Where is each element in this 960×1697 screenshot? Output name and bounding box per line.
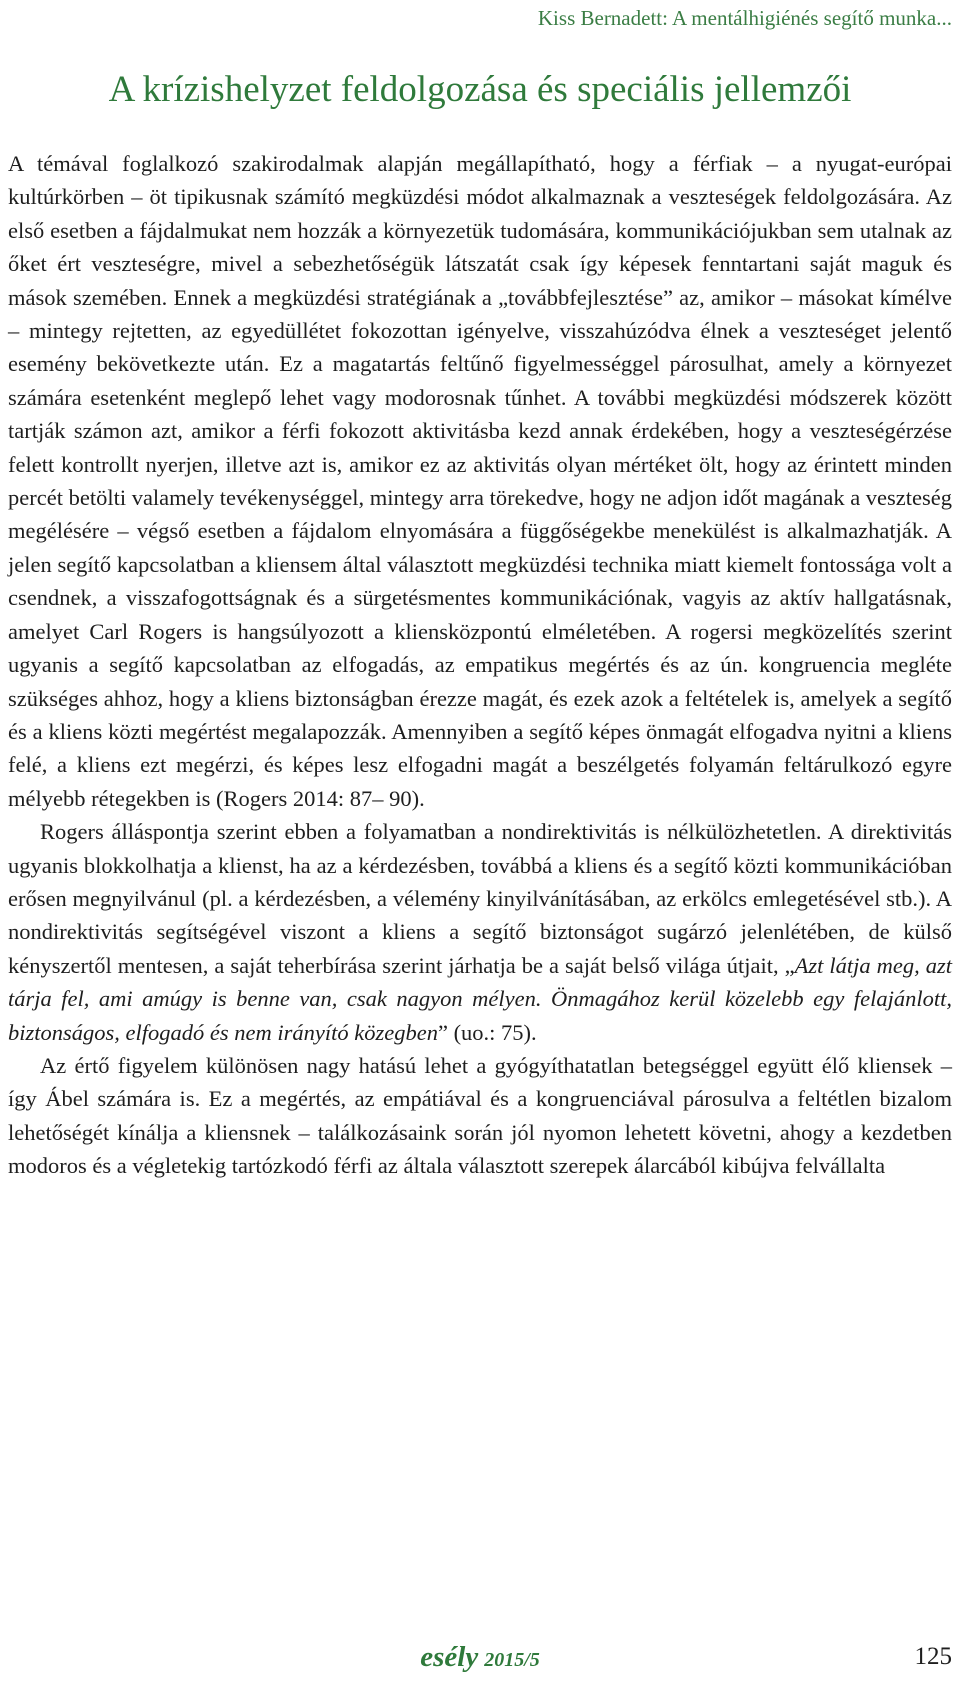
running-head: Kiss Bernadett: A mentálhigiénés segítő munka... [537, 6, 952, 30]
journal-footer [0, 1641, 960, 1674]
journal-name: esély [420, 1641, 479, 1673]
article-body [8, 147, 952, 1183]
paragraph-1: A témával foglalkozó szakirodalmak alapján megállapítható, hogy a férfiak – a nyugat-európai kultúrkörben – öt tipikusnak számító megküzdési módot alkalmaznak a veszteségek feldolgozására. Az első esetben a fájdalmukat nem hozzák a környezetük tudomására, kommunikációjukban sem utalnak az őket ért veszteségre, mivel a sebezhetőségük látszatát csak így képesek fenntartani saját maguk és mások szemében. Ennek a megküzdési stratégiának a „továbbfejlesztése” az, amikor – másokat kímélve – mintegy rejtetten, az egyedüllétet fokozottan igényelve, visszahúzódva élnek a veszteséget jelentő esemény bekövetkezte után. Ez a magatartás feltűnő figyelmességgel párosulhat, amely a környezet számára esetenként meglepő lehet vagy modorosnak tűnhet. A további megküzdési módszerek között tartják számon azt, amikor a férfi fokozott aktivitásba kezd annak érdekében, hogy a veszteségérzése felett kontrollt nyerjen, illetve azt is, amikor ez az aktivitás olyan mértéket ölt, hogy az érintett minden percét betölti valamely tevékenységgel, mintegy arra törekedve, hogy ne adjon időt magának a veszteség megélésére – végső esetben a fájdalom elnyomására a függőségekbe menekülést is alkalmazhatják. A jelen segítő kapcsolatban a kliensem által választott megküzdési technika miatt kiemelt fontossága volt a csendnek, a visszafogottságnak és a sürgetésmentes kommunikációnak, vagyis az aktív hallgatásnak, amelyet Carl Rogers is hangsúlyozott a kliensközpontú elméletében. A rogersi megközelítés szerint ugyanis a segítő kapcsolatban az elfogadás, az empatikus megértés és az ún. kongruencia megléte szükséges ahhoz, hogy a kliens biztonságban érezze magát, és ezek azok a feltételek is, amelyek a segítő és a kliens közti megértést megalapozzák. Amennyiben a segítő képes önmagát elfogadva nyitni a kliens felé, a kliens ezt megérzi, és képes lesz elfogadni magát a beszélgetés folyamán feltárulkozó egyre mélyebb rétegekben is (Rogers 2014: 87– 90). [8, 151, 953, 811]
paragraph-2 [8, 815, 952, 1049]
paragraph-2-citation: ” (uo.: 75). [437, 1019, 537, 1045]
paragraph-3: Az értő figyelem különösen nagy hatású lehet a gyógyíthatatlan betegséggel együtt élő kliensek – így Ábel számára is. Ez a megértés, az empátiával és a kongruenciával párosulva a feltétlen bizalom lehetőségét kínálja a kliensnek – találkozásaink során jól nyomon lehetett követni, ahogy a kezdetben modoros és a végletekig tartózkodó férfi az általa választott szerepek álarcából kibújva felvállalta [8, 1052, 952, 1179]
paragraph-2-quote: Azt látja meg, azt tárja fel, ami amúgy is benne van, csak nagyon mélyen. Önmagához kerül közelebb egy felajánlott, biztonságos, elfogadó és nem irányító közegben [8, 952, 953, 1045]
section-title: A krízishelyzet feldolgozása és speciális jellemzői [108, 69, 852, 110]
page-number: 125 [914, 1643, 952, 1670]
paragraph-2-text: Rogers álláspontja szerint ebben a folyamatban a nondirektivitás is nélkülözhetetlen. A direktivitás ugyanis blokkolhatja a klienst, ha az a kérdezésben, továbbá a kliens és a segítő közti kommunikációban erősen megnyilvánul (pl. a kérdezésben, a vélemény kinyilvánításában, az erkölcs emlegetésével stb.). A nondirektivitás segítségével viszont a kliens a segítő biztonságot sugárzó jelenlétében, de külső kényszertől mentesen, a saját teherbírása szerint járhatja be a saját belső világa útjait, „ [8, 819, 952, 978]
journal-issue: 2015/5 [484, 1649, 540, 1671]
